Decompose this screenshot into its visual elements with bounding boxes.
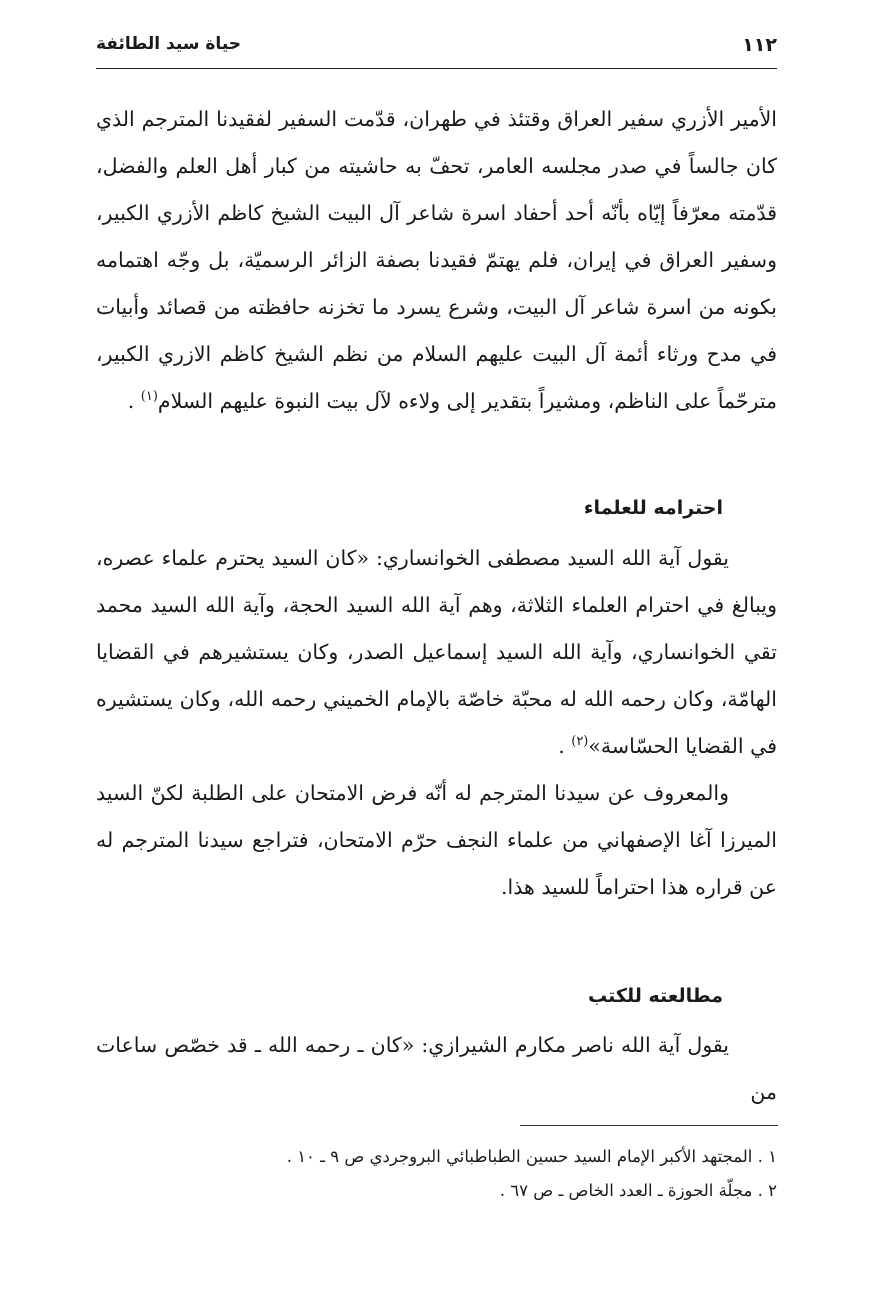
paragraph-end: .: [558, 734, 572, 758]
section-heading-reading-books: مطالعته للكتب: [588, 985, 723, 1007]
section-2-body: [96, 1022, 777, 1116]
paragraph-1: [96, 96, 777, 425]
page-header: [96, 30, 777, 69]
paragraph-text: والمعروف عن سيدنا المترجم له أنّه فرض الامتحان على الطلبة لكنّ السيد الميرزا آغا الإصفهاني من علماء النجف حرّم الامتحان، فتراجع سيدنا المترجم له عن قراره هذا احتراماً للسيد هذا.: [96, 781, 777, 899]
page-number: ١١٢: [742, 34, 777, 56]
paragraph-text: يقول آية الله ناصر مكارم الشيرازي: «كان ـ رحمه الله ـ قد خصّص ساعات من: [96, 1033, 777, 1104]
paragraph-text: يقول آية الله السيد مصطفى الخوانساري: «كان السيد يحترم علماء عصره، ويبالغ في احترام العلماء الثلاثة، وهم آية الله السيد الحجة، وآية الله السيد محمد تقي الخوانساري، وآية الله السيد إسماعيل الصدر، وكان يستشيرهم في القضايا الهامّة، وكان رحمه الله له محبّة خاصّة بالإمام الخميني رحمه الله، وكان يستشيره في القضايا الحسّاسة»: [96, 546, 777, 758]
paragraph-text: الأمير الأزري سفير العراق وقتئذ في طهران، قدّمت السفير لفقيدنا المترجم الذي كان جالساً في صدر مجلسه العامر، تحفّ به حاشيته من كبار أهل العلم والفضل، قدّمته معرّفاً إيّاه بأنّه أحد أحفاد اسرة شاعر آل البيت الشيخ كاظم الأزري الكبير، وسفير العراق في إيران، فلم يهتمّ فقيدنا بصفة الزائر الرسميّة، بل وجّه اهتمامه بكونه من اسرة شاعر آل البيت، وشرع يسرد ما تخزنه حافظته من قصائد وأبيات في مدح ورثاء أئمة آل البيت عليهم السلام من نظم الشيخ كاظم الازري الكبير، مترحّماً على الناظم، ومشيراً بتقدير إلى ولاءه لآل بيت النبوة عليهم السلام: [96, 107, 777, 413]
footnote-1: ١ . المجتهد الأكبر الإمام السيد حسين الطباطبائي البروجردي ص ٩ ـ ١٠ .: [286, 1147, 777, 1166]
section-heading-respect-for-scholars: احترامه للعلماء: [583, 497, 723, 519]
footnote-2: ٢ . مجلّة الحوزة ـ العدد الخاص ـ ص ٦٧ .: [499, 1181, 777, 1200]
footnote-reference: (٢): [571, 734, 589, 750]
footnote-reference: (١): [140, 389, 158, 405]
paragraph-end: .: [127, 389, 141, 413]
section-1-body: [96, 535, 777, 911]
footnote-separator: [520, 1125, 778, 1126]
running-title: حياة سيد الطائفة: [96, 34, 242, 54]
footnotes: [96, 1140, 777, 1208]
